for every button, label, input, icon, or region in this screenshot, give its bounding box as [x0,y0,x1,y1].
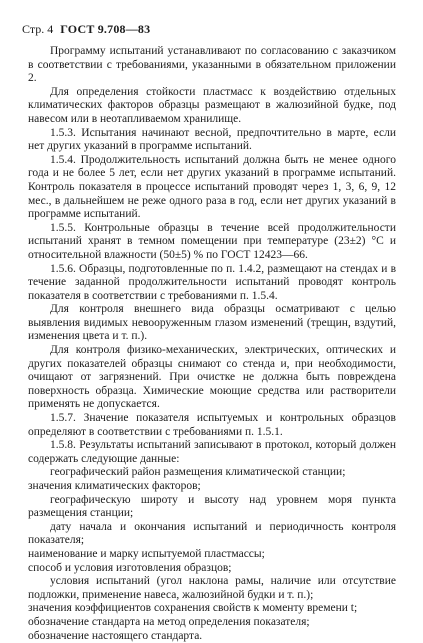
paragraph: способ и условия изготовления образцов; [28,561,232,574]
paragraph: 1.5.7. Значение показателя испытуемых и контрольных образцов определяют в соответствии с требованиями п. 1.5.1. [28,412,396,438]
paragraph: Программу испытаний устанавливают по согласованию с заказчиком в соответствии с требованиями, указанными в обязательном приложении 2. [28,45,396,85]
paragraph: Для определения стойкости пластмасс к воздействию отдельных климатических факторов образцы размещают в жалюзийной будке, под навесом или в неотапливаемом хранилище. [28,85,396,125]
standard-designation: ГОСТ 9.708—83 [60,22,151,36]
page-header [22,22,150,36]
paragraph: 1.5.6. Образцы, подготовленные по п. 1.4.2, размещают на стендах и в течение заданной продолжительности испытаний проводят контроль показателя в соответствии с требованиями п. 1.5.4. [28,262,396,302]
paragraph: обозначение настоящего стандарта. [28,629,203,642]
paragraph: наименование и марку испытуемой пластмассы; [28,547,265,560]
paragraph: Для контроля внешнего вида образцы осматривают с целью выявления видимых невооруженным глазом изменений (трещин, вздутий, изменения цвета и т. п.). [28,303,396,343]
paragraph: 1.5.3. Испытания начинают весной, предпочтительно в марте, если нет других указаний в программе испытаний. [28,126,396,153]
page-number: Стр. 4 [22,22,54,36]
paragraph: значения коэффициентов сохранения свойств к моменту времени t; [28,602,358,615]
paragraph: значения климатических факторов; [28,480,201,492]
paragraph: дату начала и окончания испытаний и периодичность контроля показателя; [28,520,396,547]
paragraph: 1.5.4. Продолжительность испытаний должна быть не менее одного года и не более 5 лет, если нет других указаний в программе испытаний. Контроль показателя в процессе испытаний проводят через 1, 3, 6, 9, 12 мес., в дальнейшем не реже одного раза в год, если нет других указаний в программе испытаний. [28,153,396,221]
paragraph: географический район размещения климатической станции; [50,466,346,479]
paragraph: обозначение стандарта на метод определения показателя; [28,615,310,628]
paragraph: условия испытаний (угол наклона рамы, наличие или отсутствие подложки, применение навеса, жалюзийной будки и т. п.); [28,575,396,601]
paragraph: 1.5.8. Результаты испытаний записывают в протокол, который должен содержать следующие данные: [28,439,396,465]
paragraph: географическую широту и высоту над уровнем моря пункта размещения станции; [28,493,396,520]
paragraph: 1.5.5. Контрольные образцы в течение всей продолжительности испытаний хранят в темном помещении при температуре (23±2) °С и относительной влажности (50±5) % по ГОСТ 12423—66. [28,221,396,261]
paragraph: Для контроля физико-механических, электрических, оптических и других показателей образцы снимают со стенда и, при необходимости, очищают от загрязнений. При очистке не должна быть повреждена поверхность образца. Химические моющие средства или растворители применять не допускается. [28,344,396,411]
body-text [28,45,396,643]
